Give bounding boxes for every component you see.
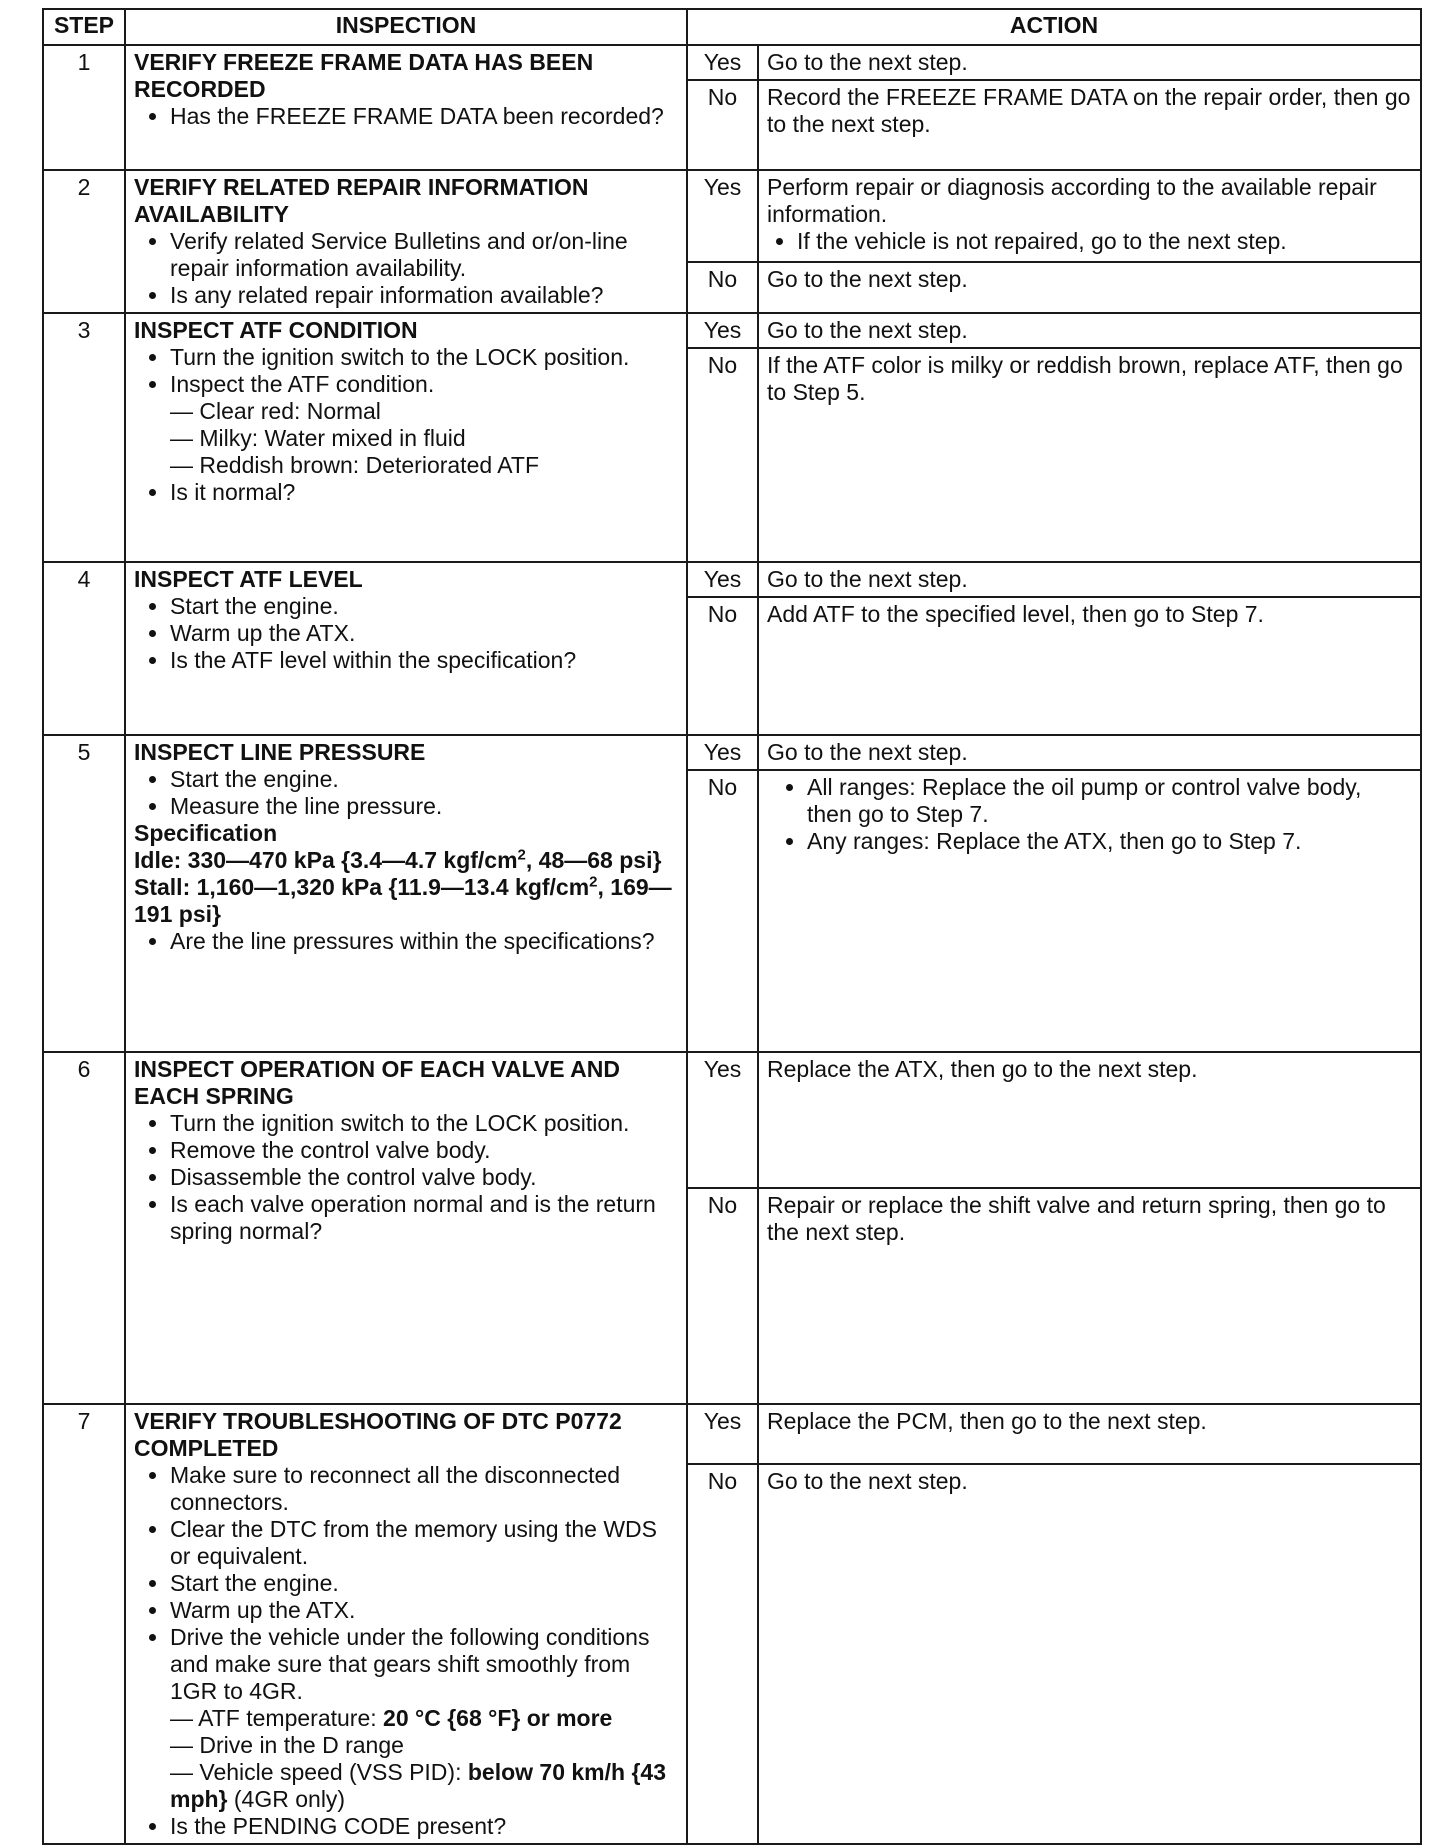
inspection-item: • Make sure to reconnect all the disconnected connectors. — [170, 1462, 678, 1516]
idle-spec-text: , 48—68 psi} — [525, 847, 662, 873]
step-4-yes-row — [43, 562, 1421, 597]
condition-text: — Vehicle speed (VSS PID): — [170, 1759, 468, 1785]
step-2-inspection — [125, 170, 687, 313]
step-3-yes-row — [43, 313, 1421, 348]
step-title: INSPECT ATF LEVEL — [134, 566, 363, 592]
yes-action: Go to the next step. — [758, 45, 1421, 80]
no-label: No — [687, 80, 758, 170]
no-action: Go to the next step. — [758, 1464, 1421, 1844]
no-action — [758, 770, 1421, 1052]
yes-label: Yes — [687, 45, 758, 80]
superscript: 2 — [589, 873, 598, 891]
inspection-item: • Inspect the ATF condition. — [170, 371, 678, 398]
inspection-list — [134, 1462, 678, 1705]
yes-action: Go to the next step. — [758, 313, 1421, 348]
inspection-list — [134, 593, 678, 674]
inspection-item: • Are the line pressures within the specifications? — [170, 928, 678, 955]
condition-text: (4GR only) — [227, 1786, 346, 1812]
inspection-item: • Warm up the ATX. — [170, 1597, 678, 1624]
step-1-yes-row — [43, 45, 1421, 80]
stall-spec — [134, 874, 678, 928]
superscript: 2 — [517, 846, 526, 864]
inspection-list — [134, 766, 678, 820]
inspection-item: • Disassemble the control valve body. — [170, 1164, 678, 1191]
step-number: 5 — [43, 735, 125, 1052]
yes-label: Yes — [687, 1052, 758, 1188]
inspection-item: • Start the engine. — [170, 593, 678, 620]
inspection-item: • Turn the ignition switch to the LOCK position. — [170, 344, 678, 371]
inspection-list — [134, 344, 678, 398]
step-title: VERIFY FREEZE FRAME DATA HAS BEEN RECORDED — [134, 49, 594, 102]
no-label: No — [687, 770, 758, 1052]
step-number: 1 — [43, 45, 125, 170]
yes-action-bullet: • If the vehicle is not repaired, go to the next step. — [797, 228, 1412, 255]
step-title: INSPECT LINE PRESSURE — [134, 739, 426, 765]
yes-action-text: Perform repair or diagnosis according to the available repair information. — [767, 174, 1377, 227]
inspection-item: • Has the FREEZE FRAME DATA been recorded? — [170, 103, 678, 130]
no-action-bullet: • Any ranges: Replace the ATX, then go to Step 7. — [807, 828, 1412, 855]
yes-action — [758, 170, 1421, 262]
specification-label: Specification — [134, 820, 278, 846]
inspection-item: • Start the engine. — [170, 1570, 678, 1597]
yes-label: Yes — [687, 562, 758, 597]
step-title: INSPECT OPERATION OF EACH VALVE AND EACH SPRING — [134, 1056, 621, 1109]
condition-dash: — Clear red: Normal — [170, 398, 381, 424]
yes-action: Replace the ATX, then go to the next step. — [758, 1052, 1421, 1188]
yes-action-list — [767, 228, 1412, 255]
yes-label: Yes — [687, 1404, 758, 1464]
step-number: 3 — [43, 313, 125, 562]
no-action: If the ATF color is milky or reddish brown, replace ATF, then go to Step 5. — [758, 348, 1421, 562]
inspection-item: • Turn the ignition switch to the LOCK position. — [170, 1110, 678, 1137]
condition-text: — ATF temperature: — [170, 1705, 384, 1731]
yes-label: Yes — [687, 735, 758, 770]
inspection-item: • Clear the DTC from the memory using the WDS or equivalent. — [170, 1516, 678, 1570]
step-1-inspection — [125, 45, 687, 170]
inspection-item: • Warm up the ATX. — [170, 620, 678, 647]
inspection-item: • Verify related Service Bulletins and or/on-line repair information availability. — [170, 228, 678, 282]
yes-action: Replace the PCM, then go to the next step. — [758, 1404, 1421, 1464]
step-5-yes-row — [43, 735, 1421, 770]
step-5-inspection — [125, 735, 687, 1052]
condition-dash — [134, 1759, 678, 1813]
step-title: VERIFY TROUBLESHOOTING OF DTC P0772 COMPLETED — [134, 1408, 622, 1461]
condition-value: 20 °C {68 °F} or more — [383, 1705, 613, 1731]
inspection-item: • Is each valve operation normal and is the return spring normal? — [170, 1191, 678, 1245]
stall-spec-text: , 169—191 psi} — [134, 874, 672, 927]
no-label: No — [687, 262, 758, 313]
inspection-item: • Is any related repair information available? — [170, 282, 678, 309]
condition-value: below 70 km/h {43 mph} — [170, 1759, 666, 1812]
step-3-inspection — [125, 313, 687, 562]
no-action: Repair or replace the shift valve and return spring, then go to the next step. — [758, 1188, 1421, 1404]
diagnostic-procedure-document — [42, 8, 1420, 1839]
step-7-yes-row — [43, 1404, 1421, 1464]
condition-dash: — Drive in the D range — [170, 1732, 404, 1758]
inspection-list — [134, 103, 678, 130]
step-number: 6 — [43, 1052, 125, 1404]
yes-action: Go to the next step. — [758, 562, 1421, 597]
yes-label: Yes — [687, 313, 758, 348]
inspection-item: • Drive the vehicle under the following conditions and make sure that gears shift smoothly from 1GR to 4GR. — [170, 1624, 678, 1705]
diagnostic-table — [42, 8, 1422, 1845]
idle-spec-text: Idle: 330—470 kPa {3.4—4.7 kgf/cm — [134, 847, 518, 873]
header-action: ACTION — [687, 9, 1421, 45]
step-number: 2 — [43, 170, 125, 313]
header-step: STEP — [43, 9, 125, 45]
step-title: VERIFY RELATED REPAIR INFORMATION AVAILABILITY — [134, 174, 589, 227]
yes-label: Yes — [687, 170, 758, 262]
inspection-list — [134, 1110, 678, 1245]
no-label: No — [687, 597, 758, 735]
header-row — [43, 9, 1421, 45]
step-6-inspection — [125, 1052, 687, 1404]
no-action: Add ATF to the specified level, then go to Step 7. — [758, 597, 1421, 735]
no-action: Go to the next step. — [758, 262, 1421, 313]
step-6-yes-row — [43, 1052, 1421, 1188]
inspection-list — [134, 1813, 678, 1840]
inspection-list — [134, 928, 678, 955]
no-action: Record the FREEZE FRAME DATA on the repair order, then go to the next step. — [758, 80, 1421, 170]
condition-dash: — Reddish brown: Deteriorated ATF — [170, 452, 540, 478]
no-label: No — [687, 1188, 758, 1404]
step-4-inspection — [125, 562, 687, 735]
inspection-item: • Measure the line pressure. — [170, 793, 678, 820]
inspection-item: • Is the ATF level within the specification? — [170, 647, 678, 674]
header-inspection: INSPECTION — [125, 9, 687, 45]
yes-action: Go to the next step. — [758, 735, 1421, 770]
condition-dash — [134, 1705, 678, 1732]
no-action-list — [767, 774, 1412, 855]
step-7-inspection — [125, 1404, 687, 1844]
condition-dash: — Milky: Water mixed in fluid — [170, 425, 466, 451]
stall-spec-text: Stall: 1,160—1,320 kPa {11.9—13.4 kgf/cm — [134, 874, 590, 900]
inspection-item: • Remove the control valve body. — [170, 1137, 678, 1164]
inspection-item: • Is the PENDING CODE present? — [170, 1813, 678, 1840]
inspection-list — [134, 479, 678, 506]
no-action-bullet: • All ranges: Replace the oil pump or control valve body, then go to Step 7. — [807, 774, 1412, 828]
inspection-item: • Is it normal? — [170, 479, 678, 506]
no-label: No — [687, 1464, 758, 1844]
inspection-list — [134, 228, 678, 309]
step-title: INSPECT ATF CONDITION — [134, 317, 418, 343]
idle-spec — [134, 847, 678, 874]
step-number: 7 — [43, 1404, 125, 1844]
inspection-item: • Start the engine. — [170, 766, 678, 793]
step-number: 4 — [43, 562, 125, 735]
step-2-yes-row — [43, 170, 1421, 262]
no-label: No — [687, 348, 758, 562]
